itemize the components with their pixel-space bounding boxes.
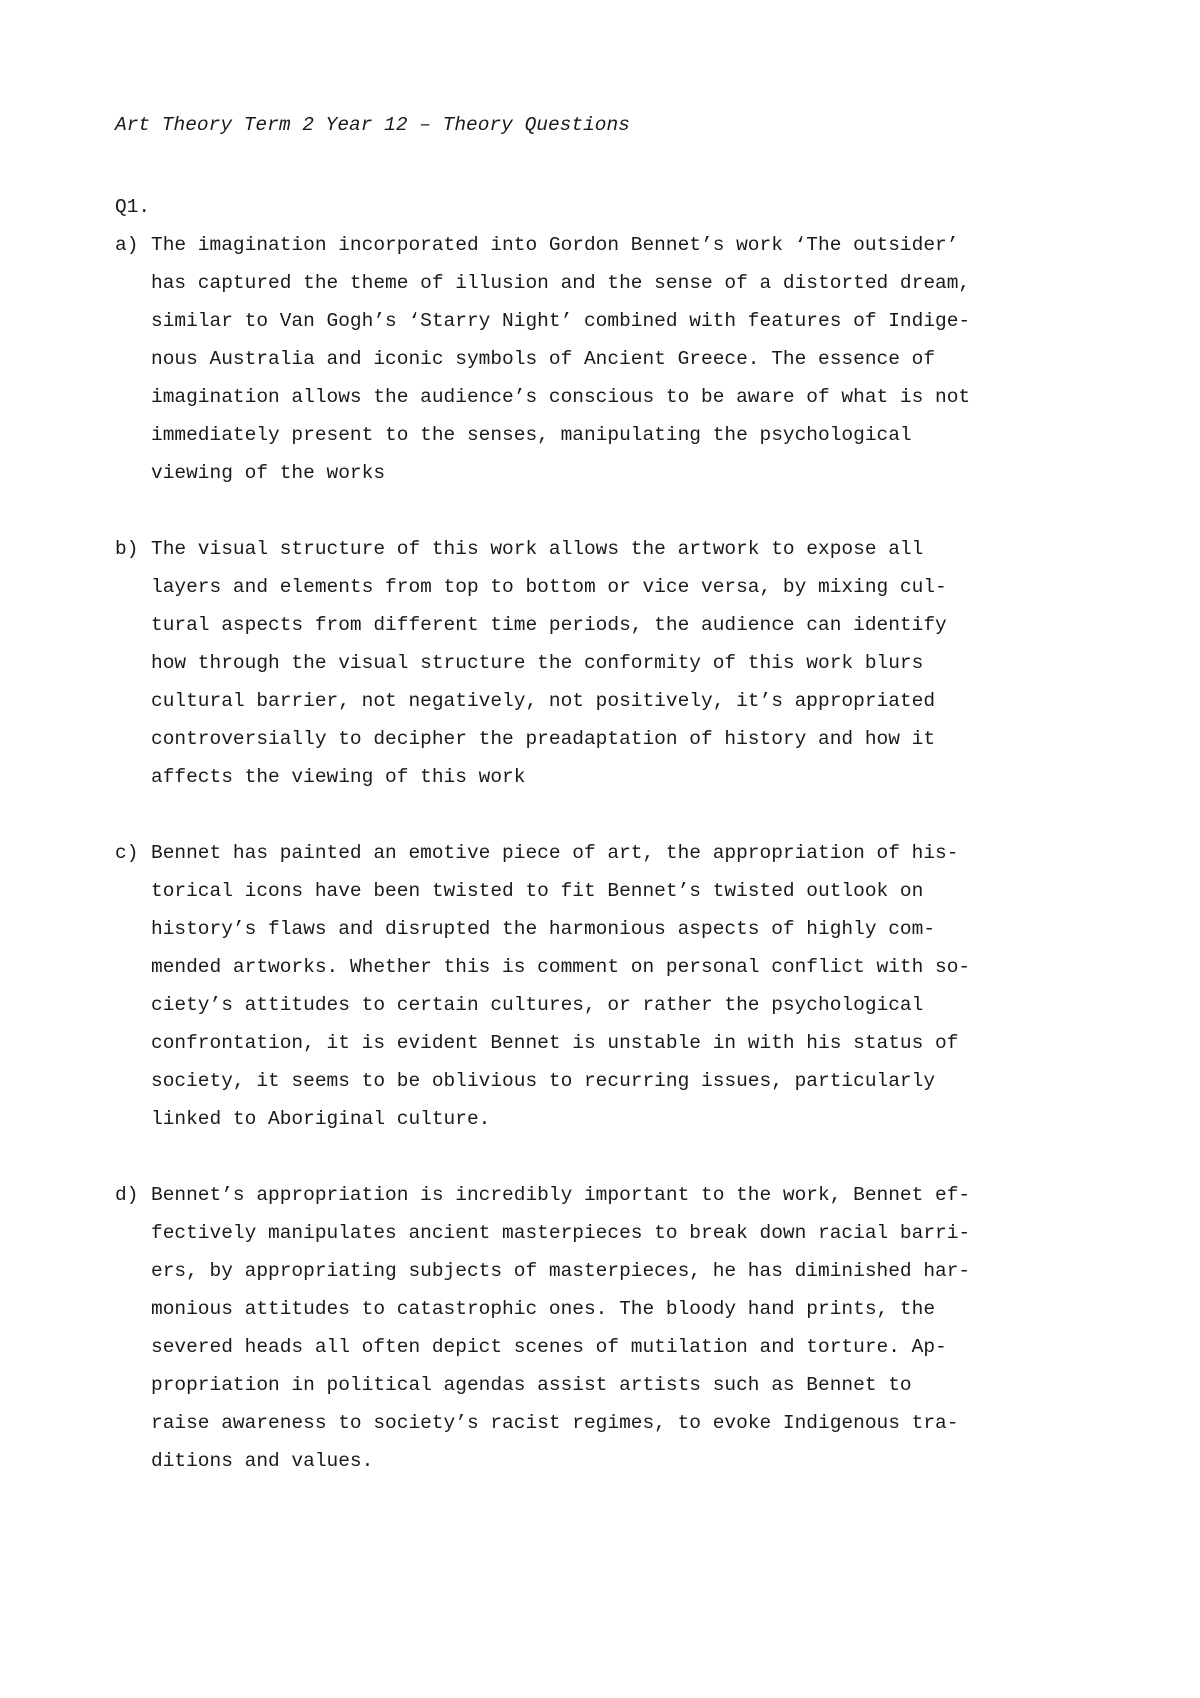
answer-line: propriation in political agendas assist artists such as Bennet to (151, 1374, 912, 1396)
answer-line: The visual structure of this work allows the artwork to expose all (151, 538, 924, 560)
answer-line: nous Australia and iconic symbols of Ancient Greece. The essence of (151, 348, 936, 370)
answer-line: torical icons have been twisted to fit Bennet’s twisted outlook on (151, 880, 924, 902)
answer-line: similar to Van Gogh’s ‘Starry Night’ combined with features of Indige- (151, 310, 971, 332)
answer-line: cultural barrier, not negatively, not positively, it’s appropriated (151, 690, 936, 712)
answer-line: confrontation, it is evident Bennet is unstable in with his status of (151, 1032, 959, 1054)
answer-line: raise awareness to society’s racist regimes, to evoke Indigenous tra- (151, 1412, 959, 1434)
answer-line: layers and elements from top to bottom or vice versa, by mixing cul- (151, 576, 947, 598)
answer-line: The imagination incorporated into Gordon Bennet’s work ‘The outsider’ (151, 234, 959, 256)
answer-line: affects the viewing of this work (151, 766, 526, 788)
answer-line: Bennet has painted an emotive piece of art, the appropriation of his- (151, 842, 959, 864)
answer-line: Bennet’s appropriation is incredibly important to the work, Bennet ef- (151, 1184, 971, 1206)
answer-marker: b) (115, 538, 139, 560)
answer-line: severed heads all often depict scenes of mutilation and torture. Ap- (151, 1336, 947, 1358)
answer-line: linked to Aboriginal culture. (151, 1108, 491, 1130)
answer-line: fectively manipulates ancient masterpieces to break down racial barri- (151, 1222, 971, 1244)
answer-line: ers, by appropriating subjects of masterpieces, he has diminished har- (151, 1260, 971, 1282)
answer-line: controversially to decipher the preadaptation of history and how it (151, 728, 936, 750)
answer-line: ciety’s attitudes to certain cultures, or rather the psychological (151, 994, 924, 1016)
answer-line: has captured the theme of illusion and the sense of a distorted dream, (151, 272, 971, 294)
answer-line: ditions and values. (151, 1450, 374, 1472)
answer-line: how through the visual structure the conformity of this work blurs (151, 652, 924, 674)
answer-marker: c) (115, 842, 139, 864)
answer-line: society, it seems to be oblivious to recurring issues, particularly (151, 1070, 936, 1092)
answer-line: monious attitudes to catastrophic ones. The bloody hand prints, the (151, 1298, 936, 1320)
answer-line: viewing of the works (151, 462, 386, 484)
answer-line: imagination allows the audience’s conscious to be aware of what is not (151, 386, 971, 408)
answer-marker: a) (115, 234, 139, 256)
question-label: Q1. (115, 196, 151, 218)
document-title: Art Theory Term 2 Year 12 – Theory Questions (115, 114, 630, 136)
answer-line: history’s flaws and disrupted the harmonious aspects of highly com- (151, 918, 936, 940)
answer-line: tural aspects from different time periods, the audience can identify (151, 614, 947, 636)
answer-line: immediately present to the senses, manipulating the psychological (151, 424, 912, 446)
answer-marker: d) (115, 1184, 139, 1206)
answer-line: mended artworks. Whether this is comment on personal conflict with so- (151, 956, 971, 978)
